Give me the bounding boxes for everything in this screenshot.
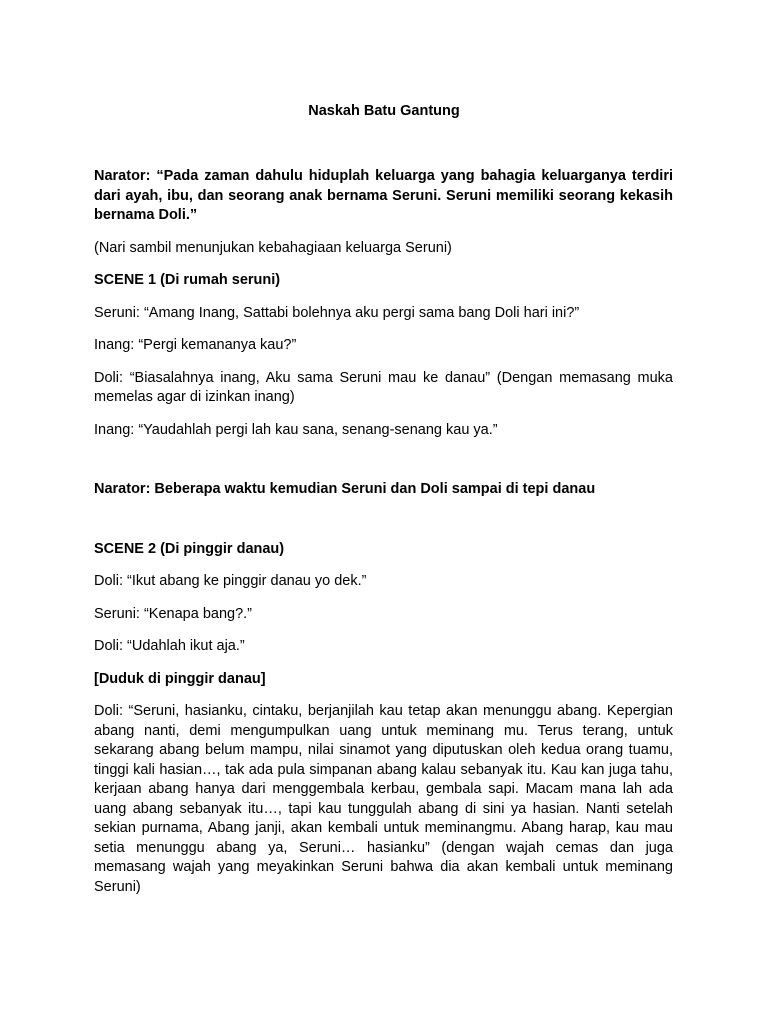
document-title: Naskah Batu Gantung (308, 103, 460, 119)
dialogue-doli-4: Doli: “Seruni, hasianku, cintaku, berjanjilah kau tetap akan menunggu abang. Kepergian abang nanti, demi mengumpulkan uang untuk meminang mu. Terus terang, untuk sekarang abang belum mampu, nilai sinamot yang diputuskan oleh kedua orang tuamu, tinggi kali hasian…, tak ada pula simpanan abang kalau sebanyak itu. Kau kan juga tahu, kerjaan abang hanya dari menggembala kerbau, gembala sapi. Macam mana lah ada uang abang sebanyak itu…, tapi kau tunggulah abang di sini ya hasian. Nanti setelah sekian purnama, Abang janji, akan kembali untuk meminangmu. Abang harap, kau mau setia menunggu abang ya, Seruni… hasianku” (dengan wajah cemas dan juga memasang wajah yang meyakinkan Seruni bahwa dia akan kembali untuk meminang Seruni) (94, 703, 673, 895)
scene-1-heading: SCENE 1 (Di rumah seruni) (94, 272, 281, 288)
dialogue-seruni-1: Seruni: “Amang Inang, Sattabi bolehnya aku pergi sama bang Doli hari ini?” (94, 304, 580, 321)
dialogue-doli-2: Doli: “Ikut abang ke pinggir danau yo dek.” (94, 573, 367, 589)
scene-2-heading: SCENE 2 (Di pinggir danau) (94, 540, 285, 557)
dialogue-inang-2: Inang: “Yaudahlah pergi lah kau sana, senang-senang kau ya.” (94, 421, 498, 438)
document-body (94, 167, 673, 897)
dialogue-seruni-2: Seruni: “Kenapa bang?.” (94, 605, 252, 622)
narator-transition: Narator: Beberapa waktu kemudian Seruni dan Doli sampai di tepi danau (94, 481, 596, 497)
stage-direction-dance: (Nari sambil menunjukan kebahagiaan keluarga Seruni) (94, 239, 452, 256)
stage-direction-sit: [Duduk di pinggir danau] (94, 670, 266, 687)
dialogue-doli-1: Doli: “Biasalahnya inang, Aku sama Seruni mau ke danau” (Dengan memasang muka memelas agar di izinkan inang) (94, 369, 673, 405)
narator-intro: Narator: “Pada zaman dahulu hiduplah keluarga yang bahagia keluarganya terdiri dari ayah, ibu, dan seorang anak bernama Seruni. Seruni memiliki seorang kekasih bernama Doli.” (94, 168, 673, 223)
dialogue-doli-3: Doli: “Udahlah ikut aja.” (94, 638, 245, 654)
dialogue-inang-1: Inang: “Pergi kemananya kau?” (94, 337, 297, 353)
